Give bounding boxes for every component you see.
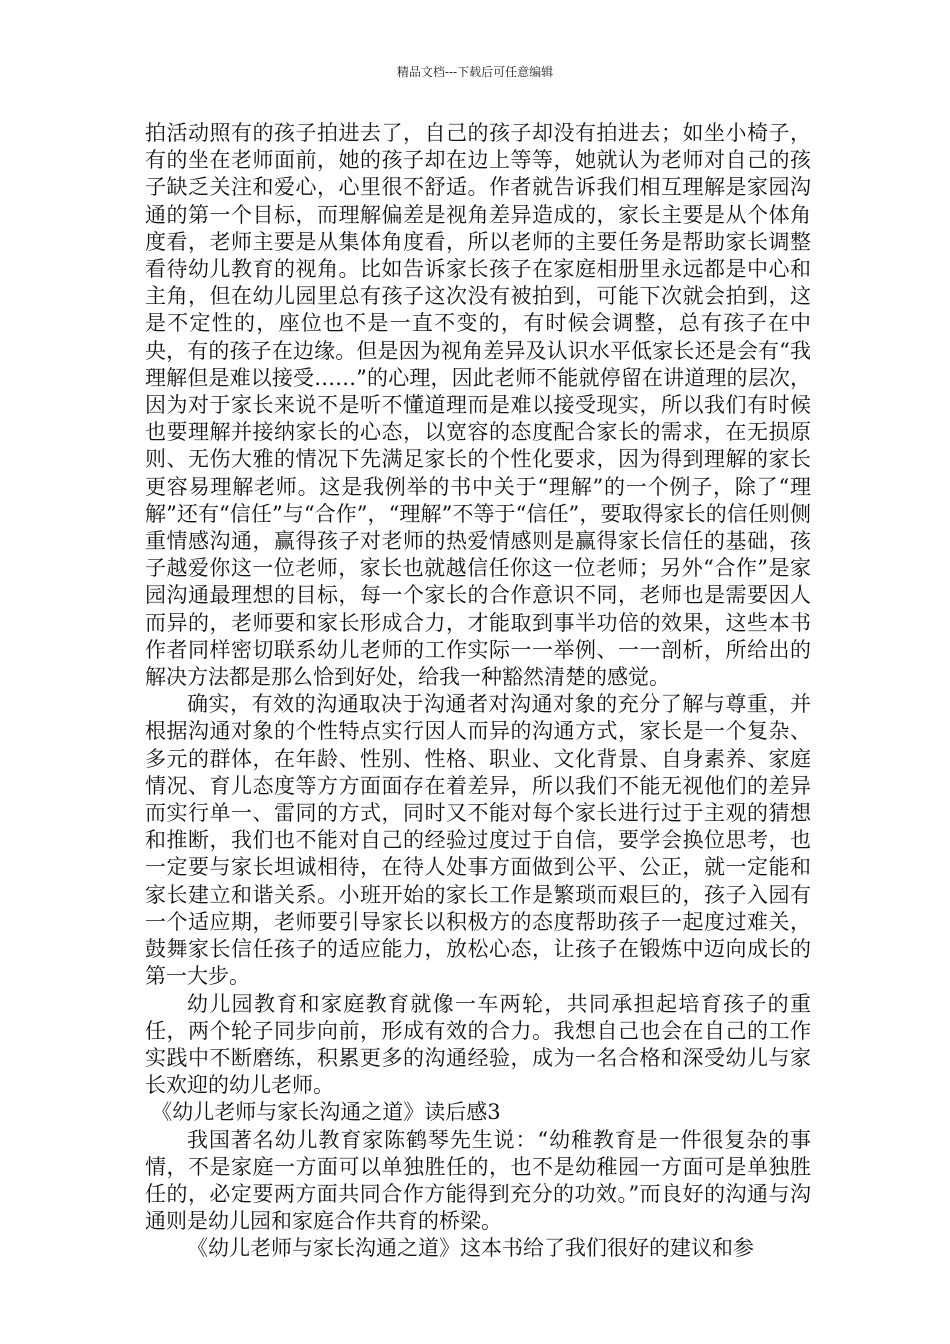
page-header: 精品文档---下载后可任意编辑 — [396, 65, 554, 79]
paragraph-effective-communication: 确实，有效的沟通取决于沟通者对沟通对象的充分了解与尊重，并根据沟通对象的个性特点实行因人而异的沟通方式，家长是一个复杂、多元的群体，在年龄、性别、性格、职业、文化背景、自身素养、家庭情况、育儿态度等方方面面存在着差异，所以我们不能无视他们的差异而实行单一、雷同的方式，同时又不能对每个家长进行过于主观的猜想和推断，我们也不能对自己的经验过度过于自信，要学会换位思考，也一定要与家长坦诚相待，在待人处事方面做到公平、公正，就一定能和家长建立和谐关系。小班开始的家长工作是繁琐而艰巨的，孩子入园有一个适应期，老师要引导家长以积极方的态度帮助孩子一起度过难关，鼓舞家长信任孩子的适应能力，放松心态，让孩子在锻炼中迈向成长的第一大步。 — [145, 692, 811, 989]
paragraph-quote: 我国著名幼儿教育家陈鹤琴先生说：“幼稚教育是一件很复杂的事情，不是家庭一方面可以单独胜任的，也不是幼稚园一方面可是单独胜任的，必定要两方面共同合作方能得到充分的功效。”而良好的沟通与沟通则是幼儿园和家庭合作共育的桥梁。 — [145, 1127, 811, 1234]
section-heading: 《幼儿老师与家长沟通之道》读后感3 — [151, 1100, 501, 1125]
paragraph-conclusion: 幼儿园教育和家庭教育就像一车两轮，共同承担起培育孩子的重任，两个轮子同步向前，形成有效的合力。我想自己也会在自己的工作实践中不断磨练，积累更多的沟通经验，成为一名合格和深受幼儿与家长欢迎的幼儿老师。 — [145, 991, 811, 1098]
paragraph-book-intro: 《幼儿老师与家长沟通之道》这本书给了我们很好的建议和参 — [187, 1236, 754, 1261]
paragraph-continuation: 拍活动照有的孩子拍进去了，自己的孩子却没有拍进去；如坐小椅子，有的坐在老师面前，她的孩子却在边上等等，她就认为老师对自己的孩子缺乏关注和爱心，心里很不舒适。作者就告诉我们相互理解是家园沟通的第一个目标，而理解偏差是视角差异造成的，家长主要是从个体角度看，老师主要是从集体角度看，所以老师的主要任务是帮助家长调整看待幼儿教育的视角。比如告诉家长孩子在家庭相册里永远都是中心和主角，但在幼儿园里总有孩子这次没有被拍到，可能下次就会拍到，这是不定性的，座位也不是一直不变的，有时候会调整，总有孩子在中央，有的孩子在边缘。但是因为视角差异及认识水平低家长还是会有“我理解但是难以接受……”的心理，因此老师不能就停留在讲道理的层次，因为对于家长来说不是听不懂道理而是难以接受现实，所以我们有时候也要理解并接纳家长的心态，以宽容的态度配合家长的需求，在无损原则、无伤大雅的情况下先满足家长的个性化要求，因为得到理解的家长更容易理解老师。这是我例举的书中关于“理解”的一个例子，除了“理解”还有“信任”与“合作”，“理解”不等于“信任”，要取得家长的信任则侧重情感沟通，赢得孩子对老师的热爱情感则是赢得家长信任的基础，孩子越爱你这一位老师，家长也就越信任你这一位老师；另外“合作”是家园沟通最理想的目标，每一个家长的合作意识不同，老师也是需要因人而异的，老师要和家长形成合力，才能取到事半功倍的效果，这些本书作者同样密切联系幼儿老师的工作实际一一举例、一一剖析，所给出的解决方法都是那么恰到好处，给我一种豁然清楚的感觉。 — [145, 121, 811, 690]
document-body — [145, 120, 811, 1263]
